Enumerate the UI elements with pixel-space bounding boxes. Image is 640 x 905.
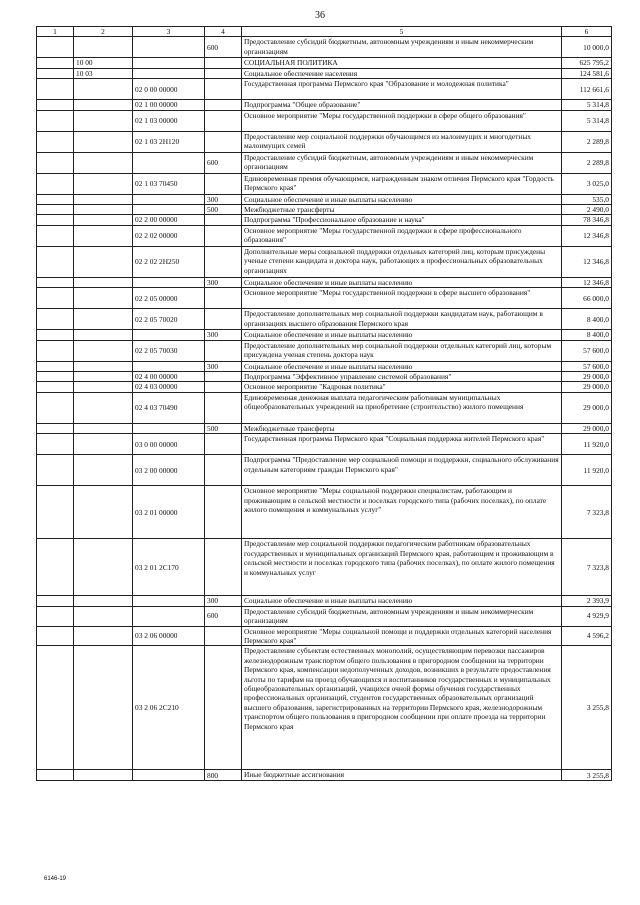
target-code: 02 0 00 00000 — [133, 79, 205, 100]
row-description: Предоставление субсидий бюджетным, автономным учреждениям и иным некоммерческим организациям — [242, 606, 562, 626]
row-amount: 12 346,8 — [562, 246, 612, 277]
target-code — [133, 58, 205, 68]
row-amount: 7 323,8 — [562, 539, 612, 596]
row-amount: 2 393,9 — [562, 596, 612, 606]
section-code — [74, 626, 133, 646]
row-amount: 124 581,6 — [562, 68, 612, 78]
expense-type: 600 — [205, 37, 242, 58]
target-code: 02 4 00 00000 — [133, 372, 205, 382]
table-row — [37, 372, 612, 382]
row-amount: 625 795,2 — [562, 58, 612, 68]
row-col-1 — [37, 68, 74, 78]
row-amount: 2 289,8 — [562, 131, 612, 152]
row-description: Основное мероприятие "Меры государственной поддержки в сфере общего образования" — [242, 110, 562, 131]
row-description: Дополнительные меры социальной поддержки отдельных категорий лиц, которым присуждены ученые степени кандидата и доктора наук, работающих в профессиональных образовательных организациях — [242, 246, 562, 277]
target-code: 02 2 05 70030 — [133, 340, 205, 361]
table-row — [37, 246, 612, 277]
section-code — [74, 277, 133, 287]
section-code — [74, 372, 133, 382]
target-code: 02 4 03 70490 — [133, 392, 205, 423]
row-description: Межбюджетные трансферты — [242, 423, 562, 433]
expense-type: 500 — [205, 423, 242, 433]
row-col-1 — [37, 382, 74, 392]
target-code — [133, 770, 205, 781]
expense-type — [205, 626, 242, 646]
target-code: 03 2 00 00000 — [133, 455, 205, 486]
row-description: Единовременная денежная выплата педагогическим работникам муниципальных общеобразовательных учреждений на приобретение (строительство) жилого помещения — [242, 392, 562, 423]
target-code — [133, 361, 205, 371]
target-code: 03 2 06 00000 — [133, 626, 205, 646]
expense-type — [205, 455, 242, 486]
row-col-1 — [37, 277, 74, 287]
table-row — [37, 152, 612, 173]
row-amount: 3 255,8 — [562, 770, 612, 781]
table-row — [37, 646, 612, 770]
table-row — [37, 225, 612, 246]
section-code — [74, 596, 133, 606]
row-amount: 29 000,0 — [562, 423, 612, 433]
budget-table — [36, 26, 612, 781]
table-row — [37, 486, 612, 539]
page-number: 36 — [315, 10, 325, 21]
target-code: 02 2 02 00000 — [133, 225, 205, 246]
row-description: Социальное обеспечение и иные выплаты населению — [242, 194, 562, 204]
table-row — [37, 173, 612, 194]
section-code — [74, 330, 133, 340]
section-code — [74, 606, 133, 626]
target-code — [133, 596, 205, 606]
row-amount: 29 000,0 — [562, 372, 612, 382]
expense-type — [205, 382, 242, 392]
row-col-1 — [37, 37, 74, 58]
row-description: Основное мероприятие "Меры социальной помощи и поддержки отдельных категорий населения Пермского края" — [242, 626, 562, 646]
section-code — [74, 770, 133, 781]
table-row — [37, 361, 612, 371]
table-row — [37, 309, 612, 330]
row-description: Основное мероприятие "Кадровая политика" — [242, 382, 562, 392]
row-col-1 — [37, 309, 74, 330]
row-amount: 5 314,8 — [562, 100, 612, 110]
section-code — [74, 205, 133, 215]
row-amount: 29 000,0 — [562, 392, 612, 423]
row-description: Подпрограмма "Профессиональное образование и наука" — [242, 215, 562, 225]
row-description: Предоставление дополнительных мер социальной поддержки кандидатам наук, работающим в организациях высшего образования Пермского края — [242, 309, 562, 330]
expense-type — [205, 110, 242, 131]
row-amount: 11 920,0 — [562, 434, 612, 455]
table-row — [37, 68, 612, 78]
expense-type: 500 — [205, 205, 242, 215]
row-col-1 — [37, 340, 74, 361]
row-col-1 — [37, 486, 74, 539]
row-col-1 — [37, 215, 74, 225]
expense-type — [205, 392, 242, 423]
section-code — [74, 455, 133, 486]
target-code — [133, 277, 205, 287]
target-code: 03 2 01 00000 — [133, 486, 205, 539]
row-amount: 66 000,0 — [562, 288, 612, 309]
target-code — [133, 330, 205, 340]
row-description: Подпрограмма "Предоставление мер социальной помощи и поддержки, социального обслуживания отдельным категориям граждан Пермского края" — [242, 455, 562, 486]
expense-type — [205, 340, 242, 361]
row-col-1 — [37, 110, 74, 131]
expense-type: 600 — [205, 152, 242, 173]
expense-type — [205, 68, 242, 78]
header-col-1: 1 — [37, 27, 74, 37]
target-code: 02 1 03 70450 — [133, 173, 205, 194]
target-code: 03 2 06 2С210 — [133, 646, 205, 770]
expense-type: 300 — [205, 361, 242, 371]
table-row — [37, 382, 612, 392]
table-row — [37, 288, 612, 309]
target-code — [133, 194, 205, 204]
print-code: 6146-19 — [44, 876, 67, 882]
table-row — [37, 79, 612, 100]
row-col-1 — [37, 392, 74, 423]
row-description: СОЦИАЛЬНАЯ ПОЛИТИКА — [242, 58, 562, 68]
row-amount: 4 929,9 — [562, 606, 612, 626]
row-amount: 12 346,8 — [562, 277, 612, 287]
section-code — [74, 646, 133, 770]
row-col-1 — [37, 596, 74, 606]
section-code — [74, 110, 133, 131]
table-row — [37, 392, 612, 423]
header-col-2: 2 — [74, 27, 133, 37]
table-row — [37, 423, 612, 433]
row-col-1 — [37, 330, 74, 340]
table-row — [37, 37, 612, 58]
row-amount: 8 400,0 — [562, 330, 612, 340]
row-amount: 57 600,0 — [562, 340, 612, 361]
row-col-1 — [37, 173, 74, 194]
row-col-1 — [37, 225, 74, 246]
row-description: Иные бюджетные ассигнования — [242, 770, 562, 781]
row-amount: 4 596,2 — [562, 626, 612, 646]
target-code — [133, 606, 205, 626]
target-code — [133, 152, 205, 173]
target-code: 02 1 03 2Н120 — [133, 131, 205, 152]
row-amount: 7 323,8 — [562, 486, 612, 539]
target-code: 03 0 00 00000 — [133, 434, 205, 455]
section-code — [74, 79, 133, 100]
row-description: Основное мероприятие "Меры государственной поддержки в сфере профессионального образования" — [242, 225, 562, 246]
row-description: Основное мероприятие "Меры социальной поддержки специалистам, работающим и проживающим в сельской местности и поселках городского типа (рабочих поселках), по оплате жилого помещения и коммунальных услуг" — [242, 486, 562, 539]
header-col-3: 3 — [133, 27, 205, 37]
row-amount: 3 255,8 — [562, 646, 612, 770]
target-code: 02 2 00 00000 — [133, 215, 205, 225]
section-code — [74, 434, 133, 455]
table-row — [37, 596, 612, 606]
table-row — [37, 539, 612, 596]
section-code — [74, 288, 133, 309]
row-amount: 112 661,6 — [562, 79, 612, 100]
section-code — [74, 423, 133, 433]
row-description: Подпрограмма "Общее образование" — [242, 100, 562, 110]
expense-type — [205, 58, 242, 68]
expense-type: 600 — [205, 606, 242, 626]
row-description: Государственная программа Пермского края "Социальная поддержка жителей Пермского края" — [242, 434, 562, 455]
row-amount: 535,0 — [562, 194, 612, 204]
header-col-6: 6 — [562, 27, 612, 37]
table-row — [37, 455, 612, 486]
row-col-1 — [37, 539, 74, 596]
expense-type: 300 — [205, 194, 242, 204]
row-description: Социальное обеспечение населения — [242, 68, 562, 78]
table-row — [37, 434, 612, 455]
row-amount: 2 490,0 — [562, 205, 612, 215]
target-code — [133, 205, 205, 215]
expense-type: 300 — [205, 330, 242, 340]
row-amount: 78 346,8 — [562, 215, 612, 225]
row-description: Предоставление субъектам естественных монополий, осуществляющим перевозки пассажиров железнодорожным транспортом общего пользования в пригородном сообщении на территории Пермского края, компенсации недополученных доходов, возникших в результате предоставления льготы по тарифам на проезд обучающихся и воспитанников государственных и муниципальных общеобразовательных организаций, учащихся очной формы обучения государственных профессиональных организаций, студентов государственных образовательных организаций высшего образования, зарегистрированных на территории Пермского края, железнодорожным транспортом общего пользования в пригородном сообщении при оплате проезда на территории Пермского края — [242, 646, 562, 770]
row-col-1 — [37, 606, 74, 626]
section-code — [74, 486, 133, 539]
row-col-1 — [37, 288, 74, 309]
section-code — [74, 382, 133, 392]
row-description: Государственная программа Пермского края "Образование и молодежная политика" — [242, 79, 562, 100]
section-code — [74, 194, 133, 204]
row-description: Предоставление мер социальной поддержки обучающимся из малоимущих и многодетных малоимущих семей — [242, 131, 562, 152]
section-code: 10 00 — [74, 58, 133, 68]
target-code — [133, 68, 205, 78]
row-col-1 — [37, 423, 74, 433]
section-code: 10 03 — [74, 68, 133, 78]
section-code — [74, 131, 133, 152]
section-code — [74, 361, 133, 371]
section-code — [74, 173, 133, 194]
section-code — [74, 37, 133, 58]
table-row — [37, 626, 612, 646]
row-col-1 — [37, 626, 74, 646]
target-code: 02 2 05 70020 — [133, 309, 205, 330]
expense-type — [205, 79, 242, 100]
table-row — [37, 131, 612, 152]
expense-type: 800 — [205, 770, 242, 781]
expense-type — [205, 539, 242, 596]
row-col-1 — [37, 770, 74, 781]
table-row — [37, 205, 612, 215]
table-row — [37, 770, 612, 781]
table-row — [37, 194, 612, 204]
row-description: Предоставление субсидий бюджетным, автономным учреждениям и иным некоммерческим организациям — [242, 37, 562, 58]
expense-type — [205, 246, 242, 277]
row-col-1 — [37, 100, 74, 110]
target-code: 02 2 05 00000 — [133, 288, 205, 309]
section-code — [74, 539, 133, 596]
target-code: 03 2 01 2С170 — [133, 539, 205, 596]
expense-type — [205, 372, 242, 382]
table-row — [37, 340, 612, 361]
row-description: Подпрограмма "Эффективное управление системой образования" — [242, 372, 562, 382]
target-code: 02 1 03 00000 — [133, 110, 205, 131]
row-description: Предоставление субсидий бюджетным, автономным учреждениям и иным некоммерческим организациям — [242, 152, 562, 173]
row-col-1 — [37, 372, 74, 382]
row-col-1 — [37, 434, 74, 455]
expense-type — [205, 309, 242, 330]
table-row — [37, 330, 612, 340]
expense-type — [205, 173, 242, 194]
table-row — [37, 58, 612, 68]
table-row — [37, 277, 612, 287]
section-code — [74, 152, 133, 173]
target-code: 02 4 03 00000 — [133, 382, 205, 392]
target-code — [133, 37, 205, 58]
section-code — [74, 392, 133, 423]
table-row — [37, 110, 612, 131]
row-description: Социальное обеспечение и иные выплаты населению — [242, 277, 562, 287]
row-col-1 — [37, 194, 74, 204]
expense-type — [205, 434, 242, 455]
table-row — [37, 215, 612, 225]
row-col-1 — [37, 646, 74, 770]
section-code — [74, 215, 133, 225]
row-description: Основное мероприятие "Меры государственной поддержки в сфере высшего образования" — [242, 288, 562, 309]
row-amount: 2 289,8 — [562, 152, 612, 173]
expense-type: 300 — [205, 596, 242, 606]
row-amount: 12 346,8 — [562, 225, 612, 246]
expense-type: 300 — [205, 277, 242, 287]
expense-type — [205, 215, 242, 225]
table-header-row — [37, 27, 612, 37]
row-col-1 — [37, 246, 74, 277]
target-code — [133, 423, 205, 433]
expense-type — [205, 646, 242, 770]
section-code — [74, 246, 133, 277]
row-description: Межбюджетные трансферты — [242, 205, 562, 215]
row-col-1 — [37, 152, 74, 173]
row-amount: 29 000,0 — [562, 382, 612, 392]
expense-type — [205, 100, 242, 110]
row-description: Единовременная премия обучающимся, награжденным знаком отличия Пермского края "Гордость Пермского края" — [242, 173, 562, 194]
row-amount: 57 600,0 — [562, 361, 612, 371]
section-code — [74, 225, 133, 246]
row-description: Предоставление мер социальной поддержки педагогическим работникам образовательных государственных и муниципальных организаций Пермского края, работающим и проживающим в сельской местности и поселках городского типа (рабочих поселках), по оплате жилого помещения и коммунальных услуг — [242, 539, 562, 596]
row-amount: 8 400,0 — [562, 309, 612, 330]
section-code — [74, 100, 133, 110]
row-amount: 10 000,0 — [562, 37, 612, 58]
row-amount: 5 314,8 — [562, 110, 612, 131]
expense-type — [205, 225, 242, 246]
row-col-1 — [37, 205, 74, 215]
section-code — [74, 340, 133, 361]
row-description: Социальное обеспечение и иные выплаты населению — [242, 361, 562, 371]
row-col-1 — [37, 58, 74, 68]
table-row — [37, 606, 612, 626]
row-col-1 — [37, 131, 74, 152]
row-col-1 — [37, 361, 74, 371]
target-code: 02 2 02 2Н250 — [133, 246, 205, 277]
row-col-1 — [37, 455, 74, 486]
expense-type — [205, 288, 242, 309]
row-col-1 — [37, 79, 74, 100]
row-amount: 11 920,0 — [562, 455, 612, 486]
header-col-5: 5 — [242, 27, 562, 37]
row-amount: 3 025,0 — [562, 173, 612, 194]
row-description: Социальное обеспечение и иные выплаты населению — [242, 596, 562, 606]
section-code — [74, 309, 133, 330]
table-row — [37, 100, 612, 110]
target-code: 02 1 00 00000 — [133, 100, 205, 110]
header-col-4: 4 — [205, 27, 242, 37]
expense-type — [205, 486, 242, 539]
expense-type — [205, 131, 242, 152]
row-description: Социальное обеспечение и иные выплаты населению — [242, 330, 562, 340]
row-description: Предоставление дополнительных мер социальной поддержки отдельных категорий лиц, которым присуждена ученая степень доктора наук — [242, 340, 562, 361]
